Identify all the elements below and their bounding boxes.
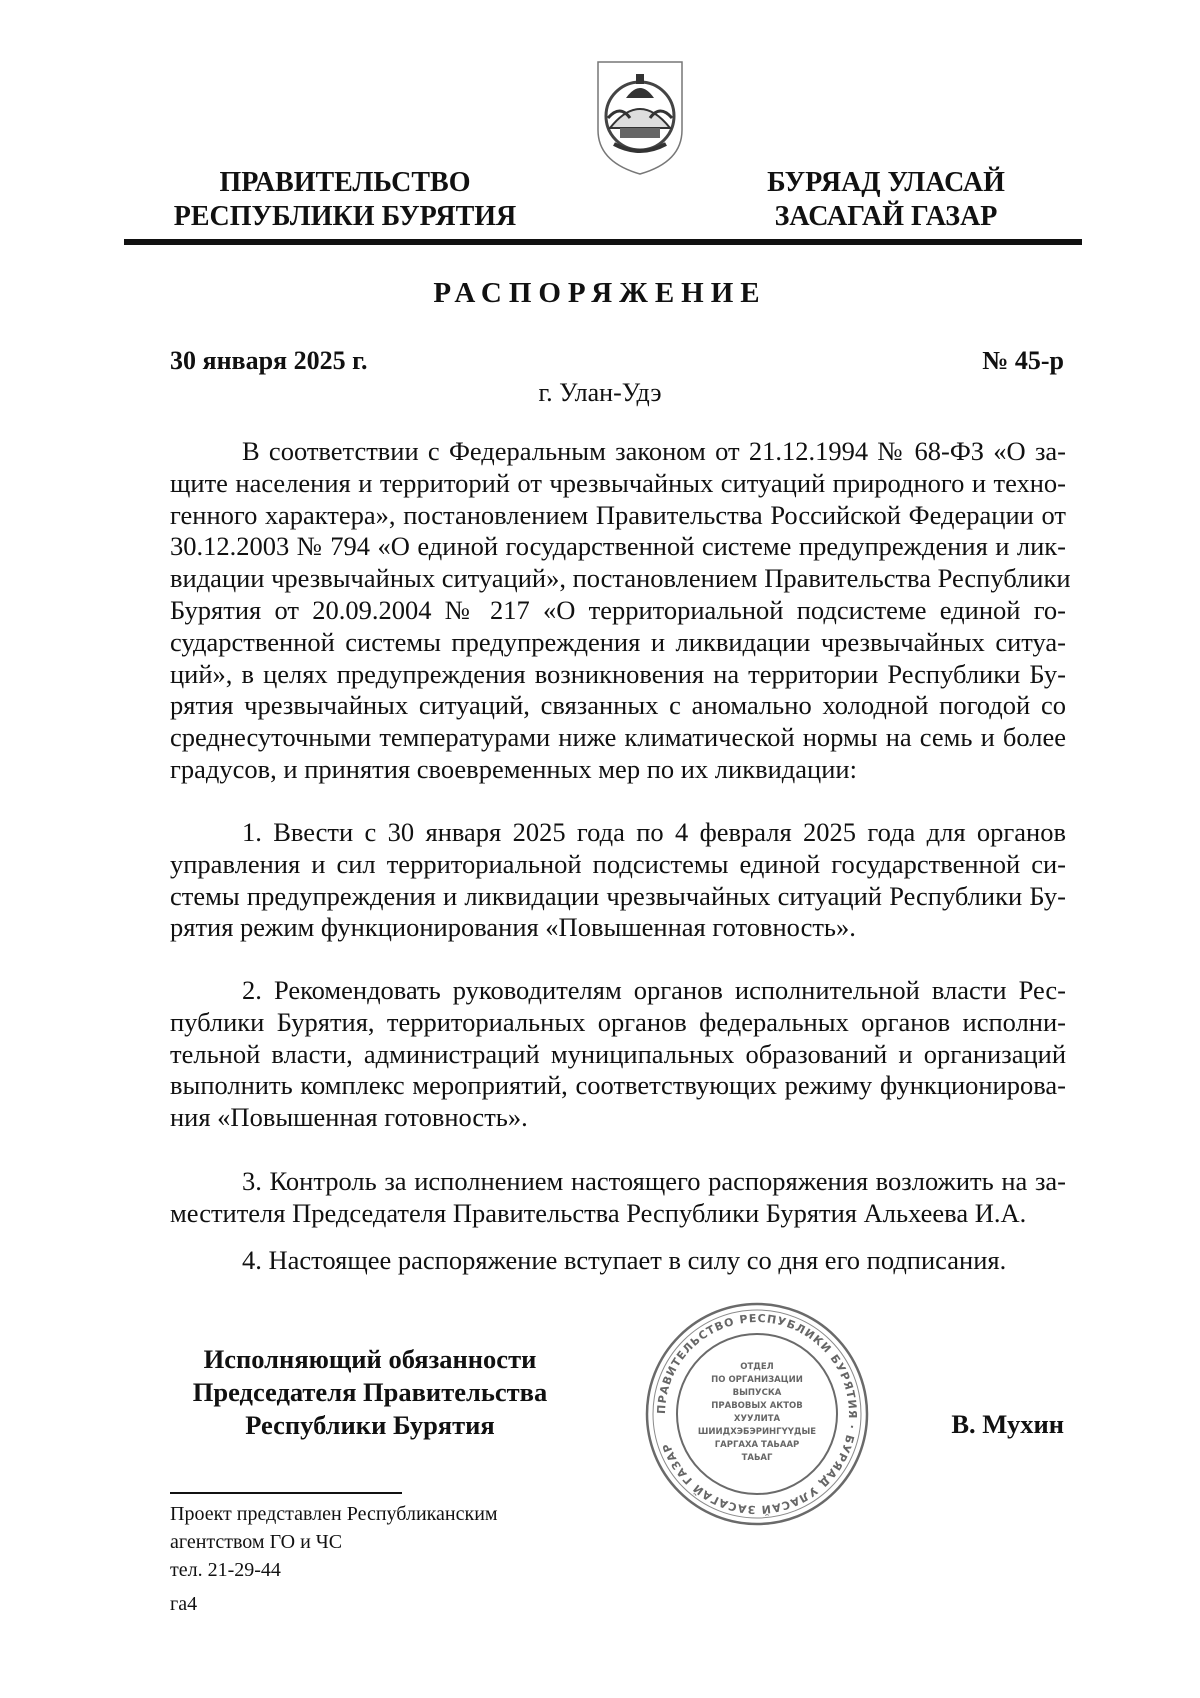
text-line: среднесуточными температурами ниже климатической нормы на семь и более [170, 722, 1066, 753]
seal-line: ВЫПУСКА [732, 1388, 782, 1398]
text-line: местителя Председателя Правительства Республики Бурятия Альхеева И.А. [170, 1197, 1027, 1228]
text-line: ния «Повышенная готовность». [170, 1102, 528, 1133]
header-right-line-1: БУРЯАД УЛАСАЙ [767, 167, 1005, 198]
text-line: видации чрезвычайных ситуаций», постановлением Правительства Республики [170, 563, 1071, 594]
text-line: тельной власти, администраций муниципальных образований и организаций [170, 1038, 1066, 1069]
text-line: рятия чрезвычайных ситуаций, связанных с аномально холодной погодой со [170, 690, 1066, 721]
signatory-title [170, 1343, 570, 1442]
header-left-line-1: ПРАВИТЕЛЬСТВО [219, 167, 471, 198]
document-code: га4 [170, 1593, 198, 1615]
coat-of-arms-emblem [590, 58, 690, 176]
text-line: 2. Рекомендовать руководителям органов исполнительной власти Рес- [242, 975, 1066, 1005]
text-line: выполнить комплекс мероприятий, соответствующих режиму функционирова- [170, 1070, 1066, 1101]
text-line: публики Бурятия, территориальных органов федеральных органов исполни- [170, 1006, 1066, 1037]
document-type-title: РАСПОРЯЖЕНИЕ [433, 277, 767, 309]
text-line: Бурятия от 20.09.2004 № 217 «О территориальной подсистеме единой го- [170, 594, 1066, 625]
header-right-line-2: ЗАСАГАЙ ГАЗАР [774, 201, 998, 232]
text-line: 1. Ввести с 30 января 2025 года по 4 февраля 2025 года для органов [242, 817, 1066, 847]
signatory-title-line: Республики Бурятия [245, 1410, 495, 1440]
footnote-divider [170, 1492, 402, 1494]
footnote-line: агентством ГО и ЧС [170, 1531, 343, 1553]
seal-ring-text: ПРАВИТЕЛЬСТВО РЕСПУБЛИКИ БУРЯТИЯ · БУРЯАД УЛАСАЙ ЗАСАГАЙ ГАЗАР [654, 1311, 860, 1517]
text-line: рятия режим функционирования «Повышенная готовность». [170, 912, 856, 943]
footnote-line: Проект представлен Республиканским [170, 1503, 498, 1525]
seal-line: ПРАВОВЫХ АКТОВ [711, 1401, 803, 1411]
intro-paragraph [170, 436, 1071, 786]
document-city: г. Улан-Удэ [538, 378, 662, 407]
item-2-paragraph [170, 975, 1066, 1134]
item-4-paragraph [170, 1245, 1066, 1277]
item-1-paragraph [170, 817, 1066, 944]
text-line: 30.12.2003 № 794 «О единой государственной системе предупреждения и лик- [170, 531, 1066, 562]
text-line: генного характера», постановлением Правительства Российской Федерации от [170, 499, 1066, 530]
official-seal [644, 1301, 870, 1527]
document-number: № 45-р [982, 346, 1064, 375]
header-divider [124, 239, 1082, 245]
footnote [170, 1500, 498, 1584]
text-line: управления и сил территориальной подсистемы единой государственной си- [170, 848, 1066, 879]
seal-line: ХУУЛИТА [733, 1414, 781, 1424]
seal-line: ТАЬАГ [741, 1453, 773, 1463]
header-left-title [150, 166, 540, 234]
header-right-title [736, 166, 1036, 234]
signatory-name: В. Мухин [951, 1409, 1064, 1439]
text-line: ций», в целях предупреждения возникновения на территории Республики Бу- [170, 658, 1066, 689]
text-line: щите населения и территорий от чрезвычайных ситуаций природного и техно- [170, 467, 1066, 498]
signatory-title-line: Исполняющий обязанности [203, 1344, 537, 1374]
text-line: В соответствии с Федеральным законом от 21.12.1994 № 68-ФЗ «О за- [242, 436, 1066, 466]
signatory-title-line: Председателя Правительства [192, 1377, 548, 1407]
text-line: градусов, и принятия своевременных мер по их ликвидации: [170, 753, 857, 784]
header-left-line-2: РЕСПУБЛИКИ БУРЯТИЯ [173, 201, 517, 232]
text-line: 3. Контроль за исполнением настоящего распоряжения возложить на за- [242, 1166, 1066, 1196]
seal-line: ГАРГАХА ТАЬААР [714, 1440, 800, 1450]
seal-line: ПО ОРГАНИЗАЦИИ [711, 1375, 803, 1385]
seal-line: ШИИДХЭБЭРИНГҮҮДЫЕ [697, 1427, 817, 1437]
text-line: сударственной системы предупреждения и ликвидации чрезвычайных ситуа- [170, 626, 1066, 657]
item-3-paragraph [170, 1166, 1066, 1230]
footnote-line: тел. 21-29-44 [170, 1559, 281, 1581]
seal-line: ОТДЕЛ [740, 1362, 774, 1372]
document-date: 30 января 2025 г. [170, 346, 368, 375]
text-line: стемы предупреждения и ликвидации чрезвычайных ситуаций Республики Бу- [170, 880, 1066, 911]
text-line: 4. Настоящее распоряжение вступает в силу со дня его подписания. [242, 1245, 1007, 1275]
